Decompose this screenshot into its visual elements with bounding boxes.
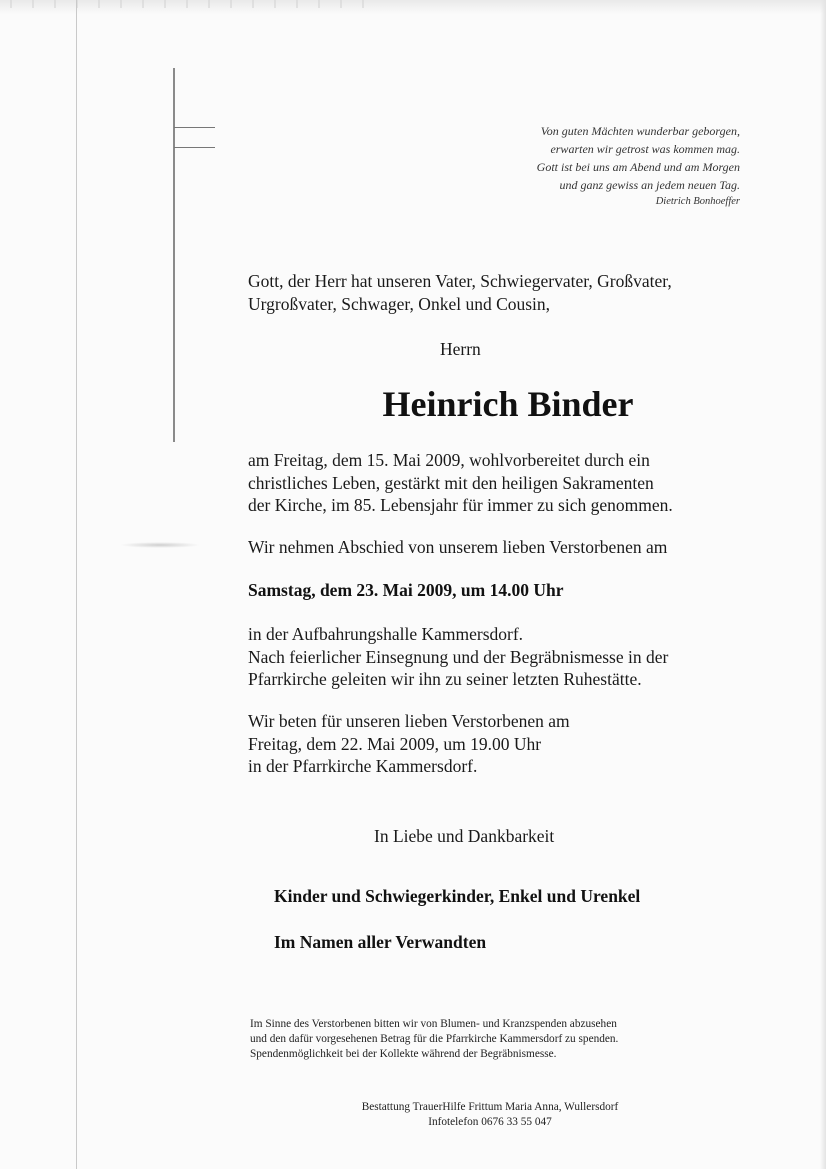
scan-marks [10,0,370,8]
intro-line: Gott, der Herr hat unseren Vater, Schwiegervater, Großvater, [248,271,672,291]
scan-edge-shadow-right [820,0,826,1169]
donation-line: Im Sinne des Verstorbenen bitten wir von Blumen- und Kranzspenden abzusehen [250,1018,617,1030]
intro-text [248,270,672,315]
closing-line: In Liebe und Dankbarkeit [374,826,555,846]
donation-note [250,1017,618,1062]
death-notice-line: am Freitag, dem 15. Mai 2009, wohlvorbereitet durch ein [248,450,650,470]
deceased-name: Heinrich Binder [382,384,634,424]
prayer-notice [248,710,570,778]
cross-horizontal-bar-lower [174,147,215,148]
motto-line: Von guten Mächten wunderbar geborgen, [540,124,740,138]
cross-vertical-bar [173,68,175,442]
donation-line: Spendenmöglichkeit bei der Kollekte während der Begräbnismesse. [250,1048,557,1060]
funeral-home: Bestattung TrauerHilfe Frittum Maria Anna, Wullersdorf [361,1101,619,1113]
funeral-details-line: in der Aufbahrungshalle Kammersdorf. [248,624,524,644]
motto-line: erwarten wir getrost was kommen mag. [550,142,740,156]
mourners-relatives: Im Namen aller Verwandten [274,932,487,952]
motto-line: und ganz gewiss an jedem neuen Tag. [559,178,740,192]
bonhoeffer-motto [430,122,740,210]
funeral-date: Samstag, dem 23. Mai 2009, um 14.00 Uhr [248,580,564,600]
motto-line: Gott ist bei uns am Abend und am Morgen [536,160,740,174]
death-notice-line: der Kirche, im 85. Lebensjahr für immer zu sich genommen. [248,495,673,515]
prayer-line: Freitag, dem 22. Mai 2009, um 19.00 Uhr [248,733,542,754]
donation-line: und den dafür vorgesehenen Betrag für die Pfarrkirche Kammersdorf zu spenden. [250,1033,619,1045]
funeral-details-line: Pfarrkirche geleiten wir ihn zu seiner letzten Ruhestätte. [248,669,642,689]
info-phone: Infotelefon 0676 33 55 047 [428,1116,552,1128]
motto-attribution: Dietrich Bonhoeffer [655,196,740,207]
mourners-family: Kinder und Schwiegerkinder, Enkel und Urenkel [274,886,641,906]
intro-line: Urgroßvater, Schwager, Onkel und Cousin, [248,293,551,314]
cross-horizontal-bar-upper [174,127,215,128]
death-notice-line: christliches Leben, gestärkt mit den heiligen Sakramenten [248,472,654,493]
scan-smudge [120,542,200,548]
farewell-intro: Wir nehmen Abschied von unserem lieben Verstorbenen am [248,537,668,557]
prayer-line: Wir beten für unseren lieben Verstorbenen am [248,711,570,731]
prayer-line: in der Pfarrkirche Kammersdorf. [248,756,478,776]
funeral-details-line: Nach feierlicher Einsegnung und der Begräbnismesse in der [248,646,669,667]
funeral-details [248,623,668,691]
death-notice [248,449,673,517]
footer [280,1100,700,1130]
salutation: Herrn [440,339,481,359]
scan-fold-line [76,0,77,1169]
